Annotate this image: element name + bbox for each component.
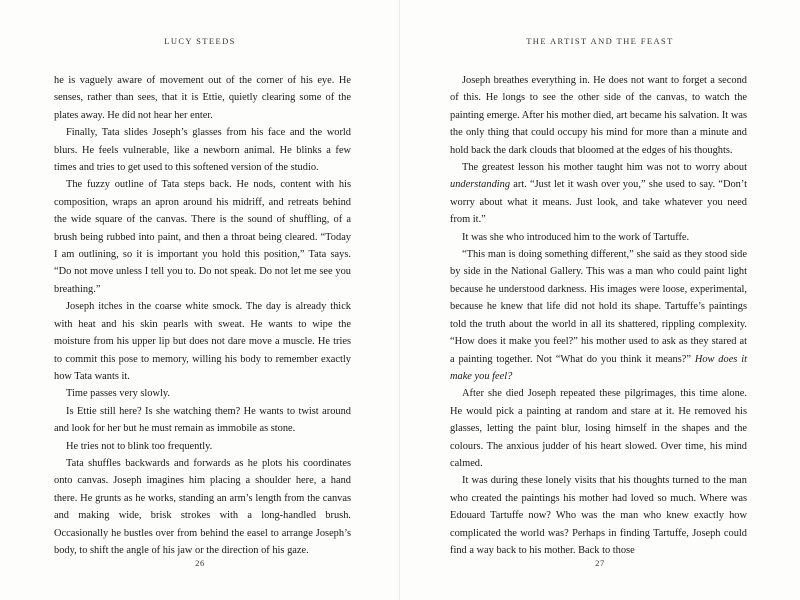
paragraph: Tata shuffles backwards and forwards as he plots his coordinates onto canvas. Joseph imagines him placing a shoulder here, a hand there. He grunts as he works, standing an arm’s length from the canvas and making wide, brisk strokes with a long-handled brush. Occasionally he bustles over from behind the easel to arrange Joseph’s body, to shift the angle of his jaw or the direction of his gaze. <box>54 457 351 556</box>
running-head-title: THE ARTIST AND THE FEAST <box>526 36 674 46</box>
paragraph <box>450 246 747 385</box>
paragraph: Joseph itches in the coarse white smock. The day is already thick with heat and his skin pearls with sweat. He wants to wipe the moisture from his upper lip but does not dare move a muscle. He tries to commit this pose to memory, willing his body to remember exactly how Tata wants it. <box>54 301 351 382</box>
paragraph <box>450 159 747 229</box>
page-number-right: 27 <box>595 558 605 568</box>
paragraph: After she died Joseph repeated these pilgrimages, this time alone. He would pick a painting at random and stare at it. He removed his glasses, letting the paint blur, losing himself in the shapes and the colours. The anxious judder of his heart slowed. Over time, his mind calmed. <box>450 388 747 469</box>
paragraph: he is vaguely aware of movement out of the corner of his eye. He senses, rather than sees, that it is Ettie, quietly clearing some of the plates away. He did not hear her enter. <box>54 75 351 121</box>
paragraph: It was during these lonely visits that his thoughts turned to the man who created the paintings his mother had loved so much. Where was Edouard Tartuffe now? Who was the man who knew exactly how complicated the world was? Perhaps in finding Tartuffe, Joseph could find a way back to his mother. Back to those <box>450 475 747 556</box>
left-body-text <box>54 72 351 559</box>
emphasis-text: understanding <box>450 179 511 191</box>
running-head-author: LUCY STEEDS <box>164 36 236 46</box>
paragraph: It was she who introduced him to the work of Tartuffe. <box>462 231 690 243</box>
right-body-text <box>450 72 747 559</box>
paragraph: Joseph breathes everything in. He does not want to forget a second of this. He longs to see the other side of the canvas, to watch the painting emerge. After his mother died, art became his salvation. It was the only thing that could occupy his mind for more than a minute and hold back the dark clouds that bloomed at the edges of his thoughts. <box>450 75 747 156</box>
page-number-left: 26 <box>195 558 205 568</box>
right-page <box>400 0 800 600</box>
paragraph: Finally, Tata slides Joseph’s glasses from his face and the world blurs. He feels vulnerable, like a newborn animal. He blinks a few times and tries to get used to this softened version of the studio. <box>54 127 351 174</box>
paragraph-text: “This man is doing something different,” she said as they stood side by side in the National Gallery. This was a man who could paint light because he understood darkness. His images were loose, experimental, because he knew that life did not hold its shape. Tartuffe’s paintings told the truth about the world in all its shattered, rippling complexity. “How does it make you feel?” his mother used to ask as they stared at a painting together. Not “What do you think it means?” <box>450 249 747 365</box>
paragraph: Is Ettie still here? Is she watching them? He wants to twist around and look for her but he must remain as immobile as stone. <box>54 405 351 435</box>
paragraph: He tries not to blink too frequently. <box>66 440 213 452</box>
emphasis-text: How does it make you feel? <box>450 353 747 382</box>
paragraph-text: art. “Just let it wash over you,” she used to say. “Don’t worry about what it means. Just look, and take whatever you need from it.” <box>450 179 747 226</box>
paragraph: Time passes very slowly. <box>66 388 171 400</box>
paragraph-text: The greatest lesson his mother taught him was not to worry about <box>462 162 747 174</box>
paragraph: The fuzzy outline of Tata steps back. He nods, content with his composition, wraps an apron around his midriff, and retreats behind the wide square of the canvas. There is the sound of shuffling, of a brush being rubbed into paint, and then a throat being cleared. “Today I am outlining, so it is important you hold this position,” Tata says. “Do not move unless I tell you to. Do not speak. Do not let me see you breathing.” <box>54 179 351 295</box>
